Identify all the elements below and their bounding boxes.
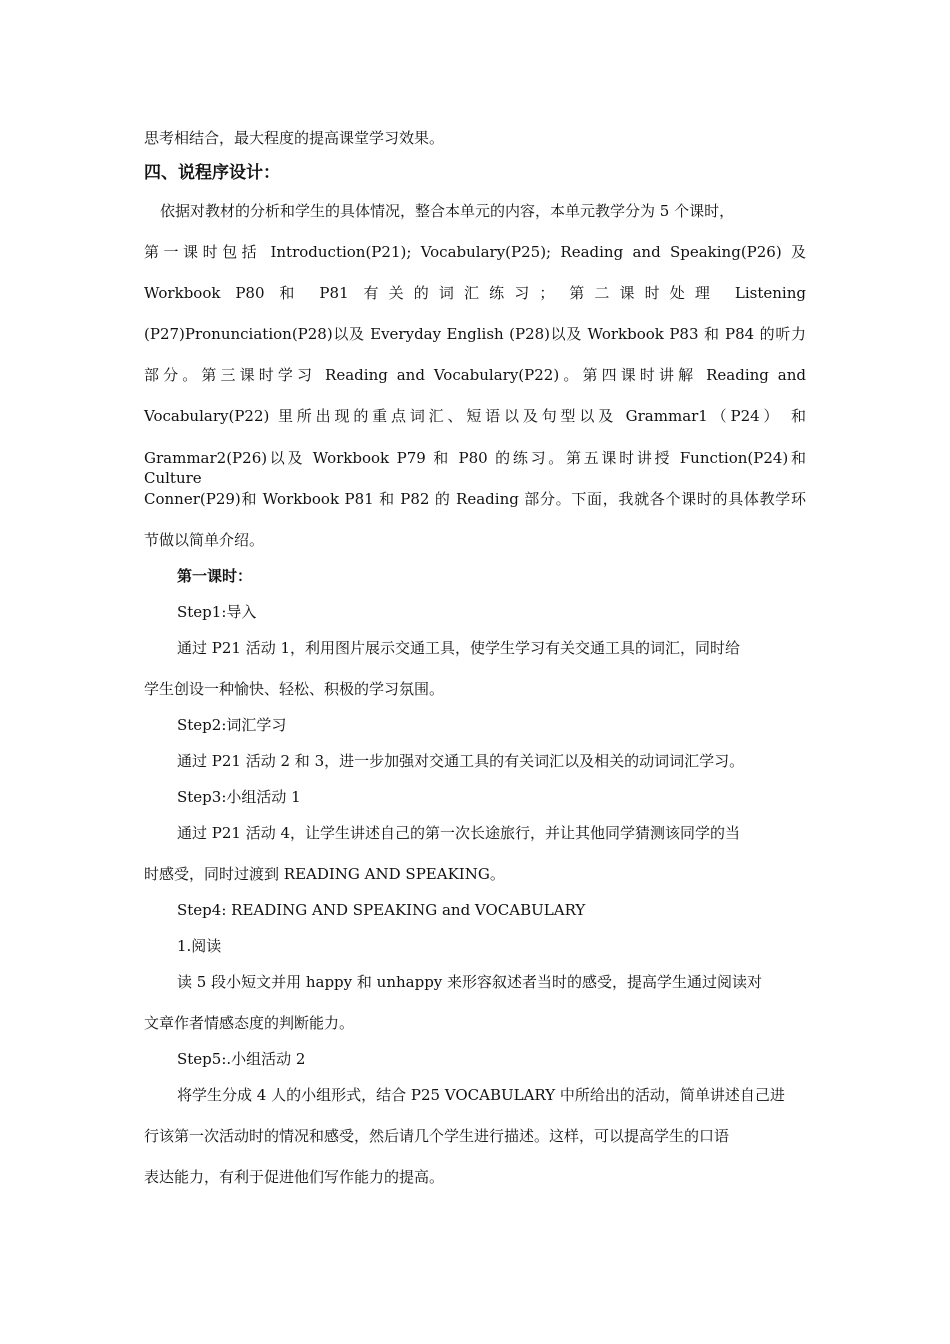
paragraph-line: 学生创设一种愉快、轻松、积极的学习氛围。 [144,680,445,698]
paragraph-line: 节做以简单介绍。 [144,531,265,549]
paragraph-line: Conner(P29)和 Workbook P81 和 P82 的 Reading 部分。下面，我就各个课时的具体教学环 [144,490,806,508]
paragraph-line: Vocabulary(P22) 里所出现的重点词汇、短语以及句型以及 Grammar1（P24） 和 [144,407,806,425]
section-heading: 四、说程序设计： [144,163,280,183]
step-heading: Step3:小组活动 1 [177,788,301,806]
paragraph-line: 第一课时包括 Introduction(P21); Vocabulary(P25); Reading and Speaking(P26) 及 [144,243,806,261]
paragraph-line: 通过 P21 活动 2 和 3，进一步加强对交通工具的有关词汇以及相关的动词词汇学习。 [177,752,745,770]
step-heading: Step5:.小组活动 2 [177,1050,306,1068]
paragraph-line: 通过 P21 活动 4，让学生讲述自己的第一次长途旅行，并让其他同学猜测该同学的当 [177,824,741,842]
paragraph-line: 时感受，同时过渡到 READING AND SPEAKING。 [144,865,505,883]
paragraph-line: 依据对教材的分析和学生的具体情况，整合本单元的内容，本单元教学分为 5 个课时， [160,202,735,220]
paragraph-line: 思考相结合，最大程度的提高课堂学习效果。 [144,129,445,147]
paragraph-line: Workbook P80 和 P81 有关的词汇练习； 第二课时处理 Listening [144,284,806,302]
paragraph-line: 通过 P21 活动 1，利用图片展示交通工具，使学生学习有关交通工具的词汇，同时给 [177,639,741,657]
lesson-heading: 第一课时： [177,567,253,585]
paragraph-line: Grammar2(P26)以及 Workbook P79 和 P80 的练习。第五课时讲授 Function(P24)和 Culture [144,449,806,487]
sub-heading: 1.阅读 [177,937,222,955]
paragraph-line: 读 5 段小短文并用 happy 和 unhappy 来形容叙述者当时的感受，提高学生通过阅读对 [177,973,763,991]
paragraph-line: 部分。第三课时学习 Reading and Vocabulary(P22)。第四课时讲解 Reading and [144,366,806,384]
step-heading: Step2:词汇学习 [177,716,287,734]
step-heading: Step1:导入 [177,603,257,621]
paragraph-line: 将学生分成 4 人的小组形式，结合 P25 VOCABULARY 中所给出的活动，简单讲述自己进 [177,1086,785,1104]
step-heading: Step4: READING AND SPEAKING and VOCABULARY [177,901,586,919]
paragraph-line: 文章作者情感态度的判断能力。 [144,1014,355,1032]
paragraph-line: 行该第一次活动时的情况和感受，然后请几个学生进行描述。这样，可以提高学生的口语 [144,1127,730,1145]
paragraph-line: (P27)Pronunciation(P28)以及 Everyday English (P28)以及 Workbook P83 和 P84 的听力 [144,325,806,343]
paragraph-line: 表达能力，有利于促进他们写作能力的提高。 [144,1168,445,1186]
